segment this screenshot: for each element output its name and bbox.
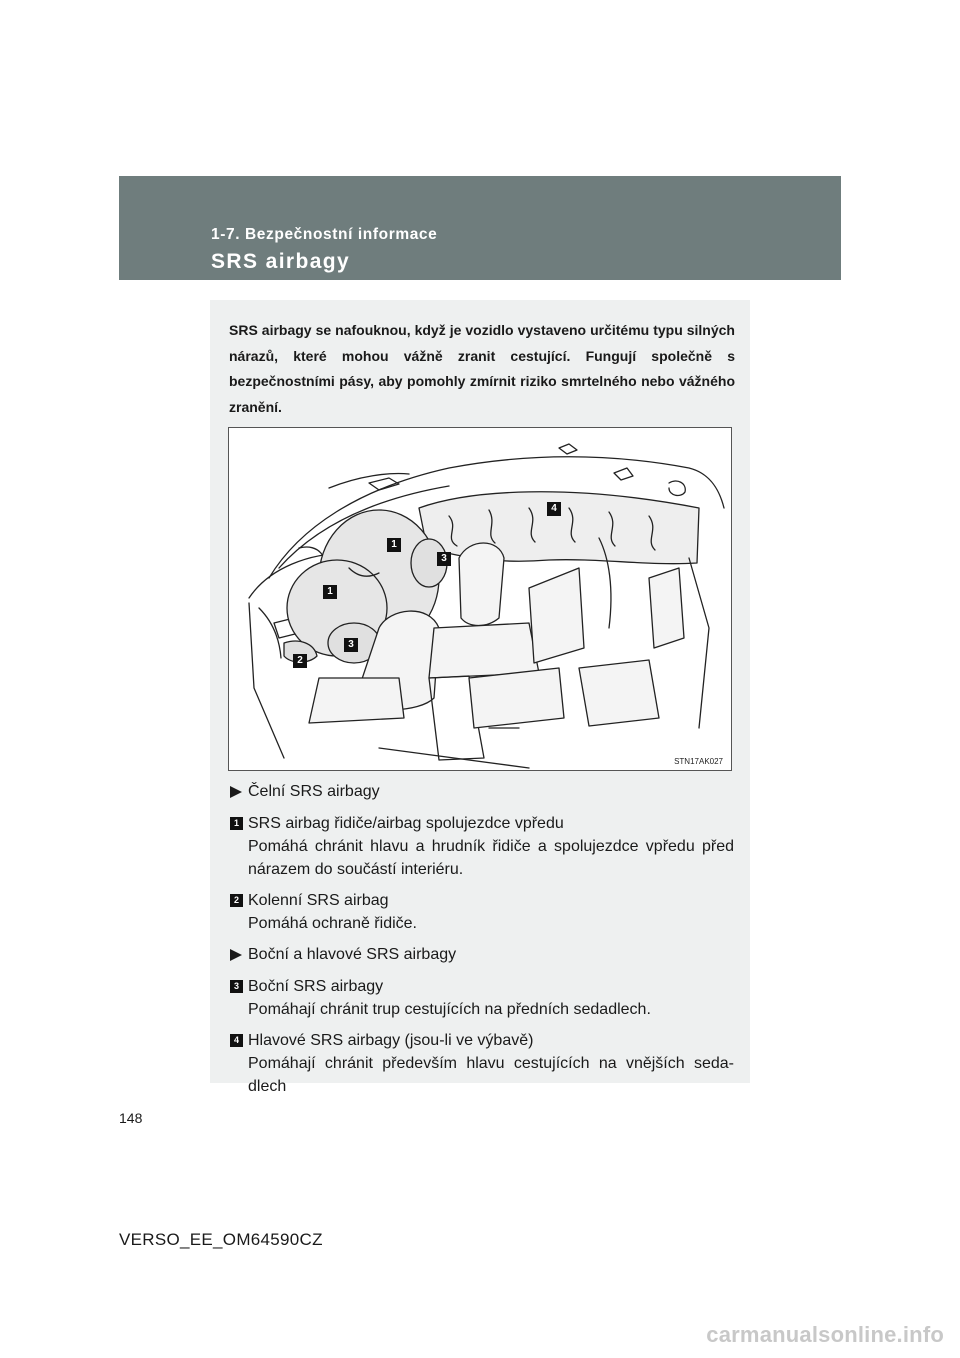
callout-label: 1 [387,538,401,552]
triangle-arrow-icon [230,786,242,798]
content-panel [210,300,750,1095]
number-badge: 3 [230,980,243,993]
item-title: SRS airbag řidiče/airbag spolujezdce vpředu [248,815,564,832]
header-band [119,176,841,280]
callout-label: 3 [344,638,358,652]
number-badge: 1 [230,817,243,830]
item-title: Kolenní SRS airbag [248,892,389,909]
section-heading-text: Čelní SRS airbagy [248,783,380,800]
item-title: Boční SRS airbagy [248,978,384,995]
callout-label: 4 [547,502,561,516]
list-item [230,889,734,935]
callout-label: 1 [323,585,337,599]
page-number: 148 [119,1110,143,1126]
figure-code: STN17AK027 [674,757,723,766]
list-item [230,812,734,881]
number-badge: 2 [230,894,243,907]
list-item [230,1029,734,1098]
callout-label: 3 [437,552,451,566]
car-interior-drawing [229,428,732,771]
section-heading [230,943,734,966]
triangle-arrow-icon [230,949,242,961]
section-label: 1-7. Bezpečnostní informace [211,226,438,243]
item-description: Pomáhají chránit trup cestujících na předních sedadlech. [248,1001,651,1018]
item-description: Pomáhají chránit především hlavu cestujících na vnějších seda-dlech [248,1055,734,1095]
section-heading [230,780,734,803]
item-title: Hlavové SRS airbagy (jsou-li ve výbavě) [248,1032,534,1049]
section-heading-text: Boční a hlavové SRS airbagy [248,946,457,963]
airbag-illustration [228,427,732,771]
number-badge: 4 [230,1034,243,1047]
watermark: carmanualsonline.info [706,1322,944,1347]
callout-label: 2 [293,654,307,668]
item-description: Pomáhá chránit hlavu a hrudník řidiče a spolujezdce vpředu před nárazem do součástí interiéru. [248,838,734,878]
item-description: Pomáhá ochraně řidiče. [248,915,417,932]
airbag-description-list [230,780,734,1106]
list-item [230,975,734,1021]
page-title: SRS airbagy [211,250,351,273]
document-code: VERSO_EE_OM64590CZ [119,1230,323,1249]
intro-paragraph: SRS airbagy se nafouknou, když je vozidlo vystaveno určitému typu silných nárazů, které mohou vážně zranit cestující. Fungují společně s bezpečnostními pásy, aby pomohly zmírnit riziko smrtelného nebo vážného zranění. [229,322,735,415]
